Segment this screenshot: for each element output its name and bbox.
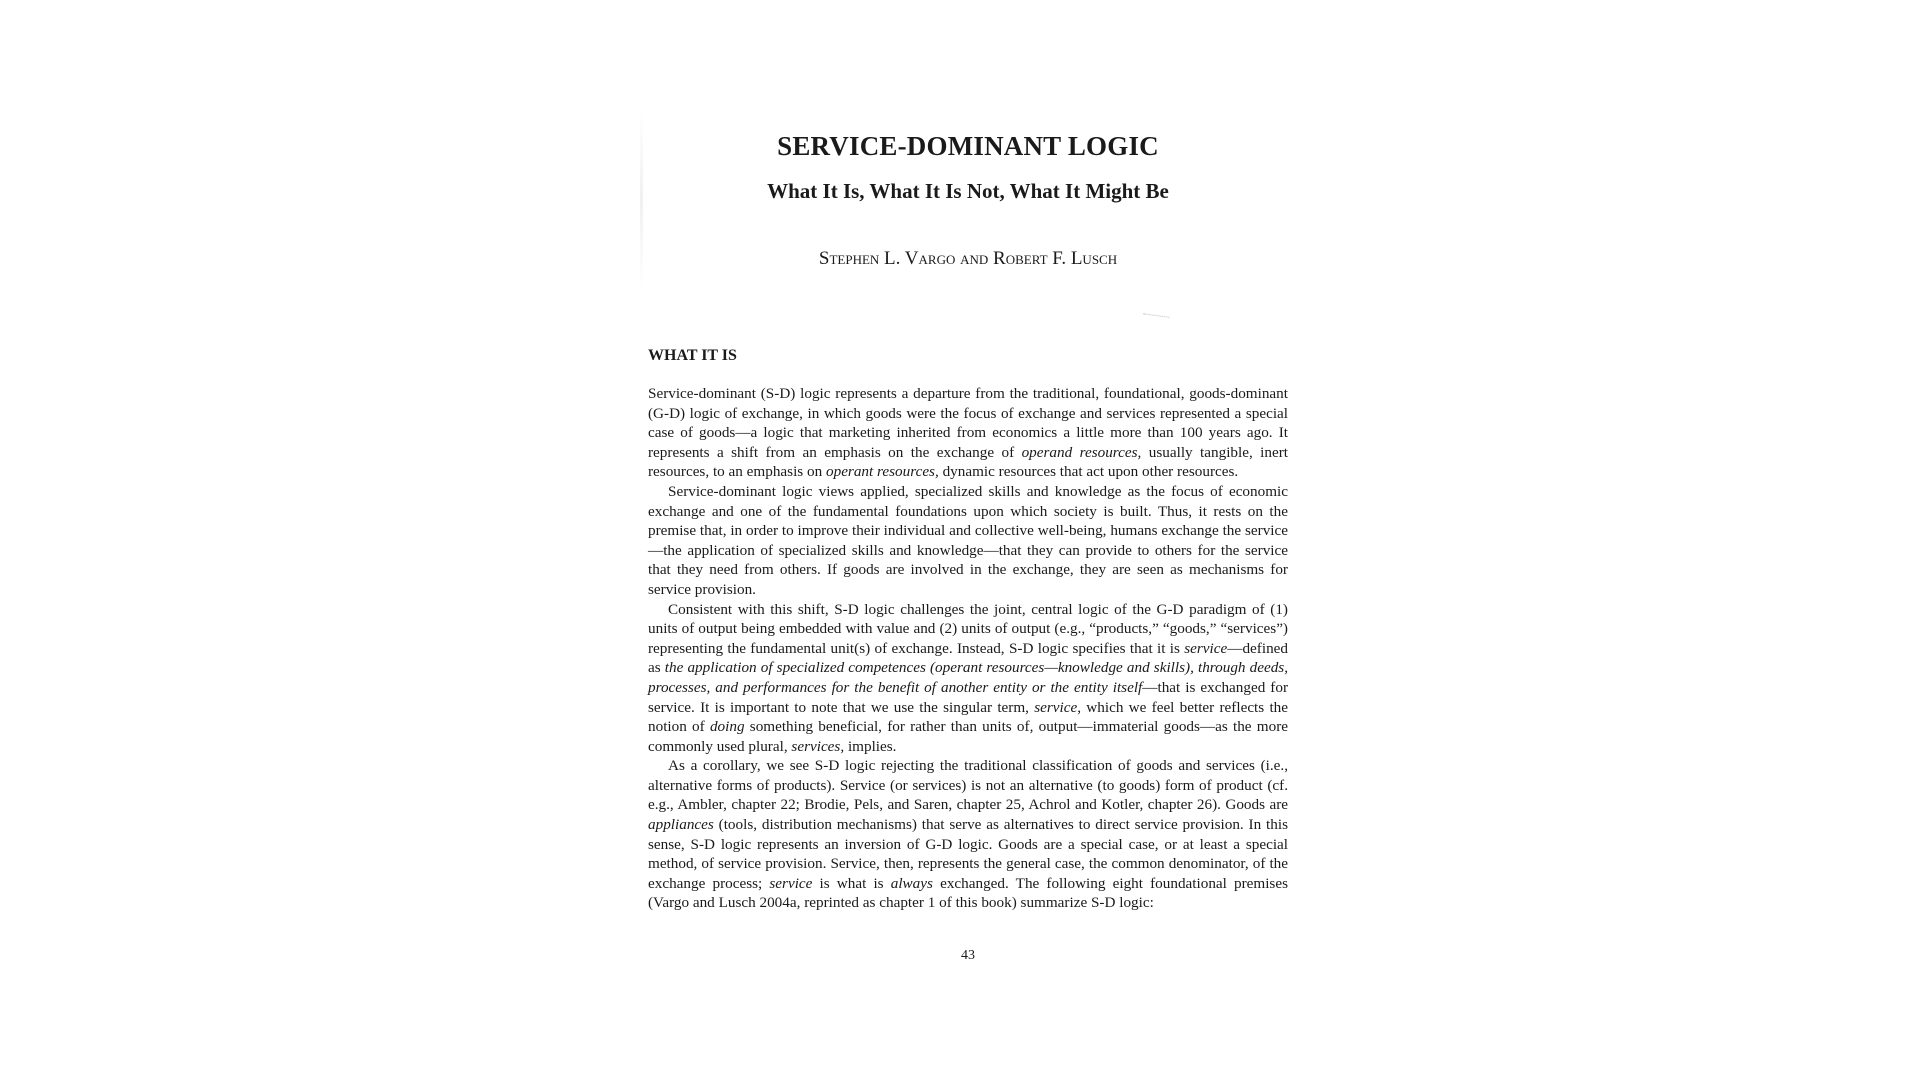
paragraph <box>648 600 1288 757</box>
italic-text: service <box>1034 698 1078 716</box>
text-run: exchanged. The following eight foundational premises (Vargo and Lusch 2004a, reprinted as chapter 1 of this book) summarize S-D logic: <box>648 874 1288 912</box>
text-run: Consistent with this shift, S-D logic challenges the joint, central logic of the G-D paradigm of (1) units of output being embedded with value and (2) units of output (e.g., “products,” “goods,” “services”) representing the fundamental unit(s) of exchange. Instead, S-D logic specifies that it is <box>648 600 1288 657</box>
text-run: is what is <box>812 874 891 892</box>
italic-text: service <box>769 874 813 892</box>
text-run: (tools, distribution mechanisms) that serve as alternatives to direct service provision. In this sense, S-D logic represents an inversion of G-D logic. Goods are a special case, or at least a special method, of service provision. Service, then, represents the general case, the common denominator, of the exchange process; <box>648 816 1288 892</box>
italic-text: appliances <box>648 816 714 834</box>
text-run: dynamic resources that act upon other resources. <box>938 463 1239 481</box>
text-run: As a corollary, we see S-D logic rejecting the traditional classification of goods and services (i.e., alternative forms of products). Service (or services) is not an alternative (to goods) form of product (cf. e.g., Ambler, chapter 22; Brodie, Pels, and Saren, chapter 25, Achrol and Kotler, chapter 26). Goods are <box>648 757 1288 814</box>
page-number: 43 <box>961 948 975 963</box>
text-run: Service-dominant logic views applied, specialized skills and knowledge as the focus of economic exchange and one of the fundamental foundations upon which society is built. Thus, it rests on the premise that, in order to improve their individual and collective well-being, humans exchange the service—the application of specialized skills and knowledge—that they can provide to others for the service that they need from others. If goods are involved in the exchange, they are seen as mechanisms for service provision. <box>648 482 1288 598</box>
body-text <box>648 384 1288 913</box>
paragraph <box>648 756 1288 913</box>
italic-text: always <box>890 874 933 892</box>
text-run: implies. <box>844 737 897 755</box>
text-run: usually tangible, inert resources, to an emphasis on <box>648 443 1289 481</box>
page-subtitle: What It Is, What It Is Not, What It Might Be <box>767 179 1169 203</box>
page-title: SERVICE-DOMINANT LOGIC <box>777 131 1159 161</box>
paragraph <box>648 384 1288 482</box>
italic-text: services, <box>791 737 845 755</box>
paragraph <box>648 482 1288 600</box>
text-run: —defined as <box>648 639 1288 677</box>
italic-text: operand resources, <box>1021 443 1142 461</box>
text-run: —that is exchanged for service. It is important to note that we use the singular term, <box>648 678 1289 716</box>
italic-text: operant resources, <box>826 463 939 481</box>
text-run: something beneficial, for rather than units of, output—immaterial goods—as the more commonly used plural, <box>648 718 1288 755</box>
author-line: Stephen L. Vargo and Robert F. Lusch <box>818 248 1118 269</box>
italic-text: doing <box>709 718 745 736</box>
section-heading: WHAT IT IS <box>648 347 737 364</box>
text-run: Service-dominant (S-D) logic represents a departure from the traditional, foundational, goods-dominant (G-D) logic of exchange, in which goods were the focus of exchange and services represented a special case of goods—a logic that marketing inherited from economics a little more than 100 years ago. It represents a shift from an emphasis on the exchange of <box>648 385 1288 461</box>
italic-text: service <box>1184 639 1228 657</box>
document-page <box>648 125 1288 975</box>
scan-shadow-edge <box>640 110 643 290</box>
text-run: , which we feel better reflects the notion of <box>648 698 1289 736</box>
italic-text: the application of specialized competences (operant resources—knowledge and skills), through deeds, processes, and performances for the benefit of another entity or the entity itself <box>648 659 1289 696</box>
